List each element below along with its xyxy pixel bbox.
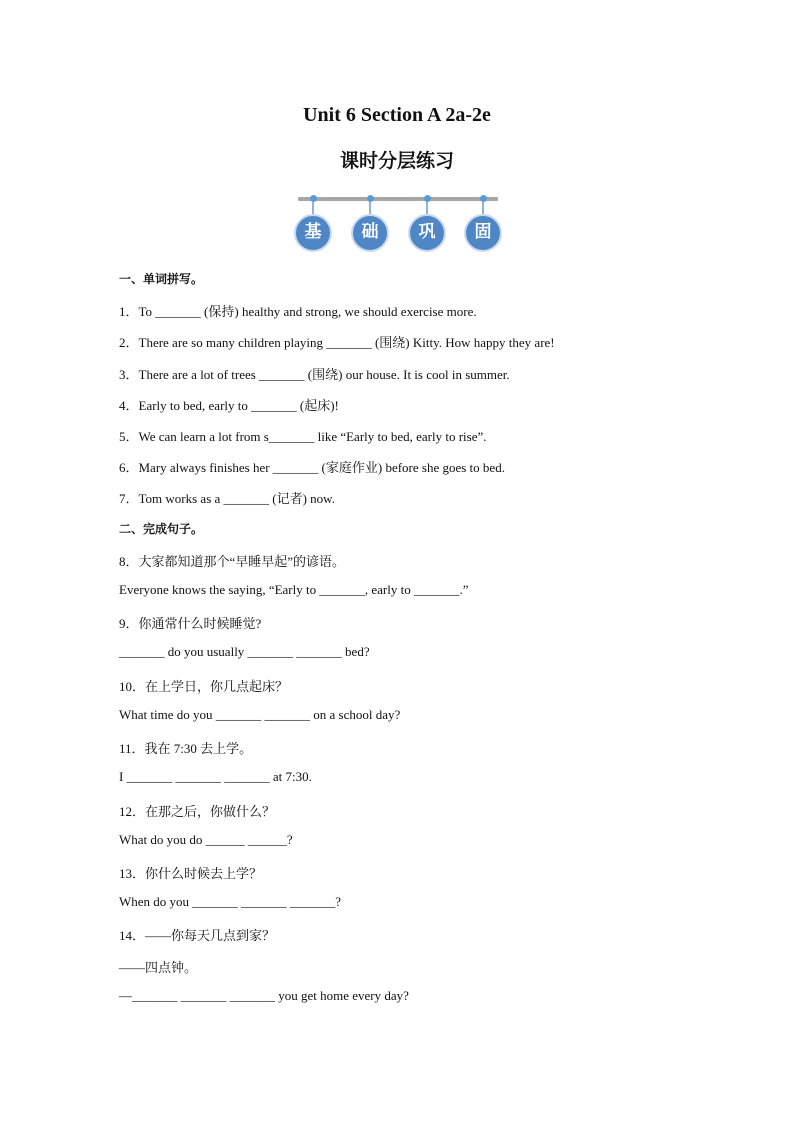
question-line: 3．There are a lot of trees _______ (围绕) our house. It is cool in summer.: [119, 367, 510, 382]
question-line: 10．在上学日，你几点起床？: [119, 679, 289, 694]
banner-char-circle: 固: [464, 214, 502, 252]
banner-char-circle: 基: [294, 214, 332, 252]
answer-line: I _______ _______ _______ at 7:30.: [119, 769, 312, 784]
answer-line: Everyone knows the saying, “Early to _______, early to _______.”: [119, 582, 469, 597]
question-line: 9．你通常什么时候睡觉?: [119, 616, 262, 631]
question-line: 7．Tom works as a _______ (记者) now.: [119, 491, 335, 506]
answer-line: What do you do ______ ______?: [119, 832, 293, 847]
banner-dot: [424, 195, 431, 202]
answer-line: When do you _______ _______ _______?: [119, 894, 342, 909]
question-line: 5．We can learn a lot from s_______ like “Early to bed, early to rise”.: [119, 429, 487, 444]
question-line: 14．——你每天几点到家？: [119, 928, 276, 943]
question-line: 6．Mary always finishes her _______ (家庭作业) before she goes to bed.: [119, 460, 505, 475]
question-line: ——四点钟。: [119, 960, 198, 975]
section-banner: [294, 192, 502, 254]
banner-char-circle: 巩: [408, 214, 446, 252]
banner-dot: [310, 195, 317, 202]
question-line: 13．你什么时候去上学？: [119, 866, 263, 881]
question-line: 8．大家都知道那个“早睡早起”的谚语。: [119, 554, 346, 569]
banner-char-circle: 础: [351, 214, 389, 252]
answer-line: What time do you _______ _______ on a school day?: [119, 707, 401, 722]
question-line: 11．我在 7:30 去上学。: [119, 741, 253, 756]
page-title: Unit 6 Section A 2a-2e: [303, 104, 491, 126]
answer-line: —_______ _______ _______ you get home every day?: [119, 988, 409, 1003]
section-heading-sentences: 二、完成句子。: [119, 522, 204, 536]
section-heading-spelling: 一、单词拼写。: [119, 272, 204, 286]
answer-line: _______ do you usually _______ _______ bed?: [119, 644, 370, 659]
question-line: 1．To _______ (保持) healthy and strong, we should exercise more.: [119, 304, 477, 319]
question-line: 2．There are so many children playing _______ (围绕) Kitty. How happy they are!: [119, 335, 555, 350]
banner-dot: [367, 195, 374, 202]
banner-rail: [298, 197, 498, 201]
banner-dot: [480, 195, 487, 202]
question-line: 12．在那之后，你做什么？: [119, 804, 276, 819]
question-line: 4．Early to bed, early to _______ (起床)!: [119, 398, 339, 413]
page-subtitle: 课时分层练习: [339, 150, 454, 172]
